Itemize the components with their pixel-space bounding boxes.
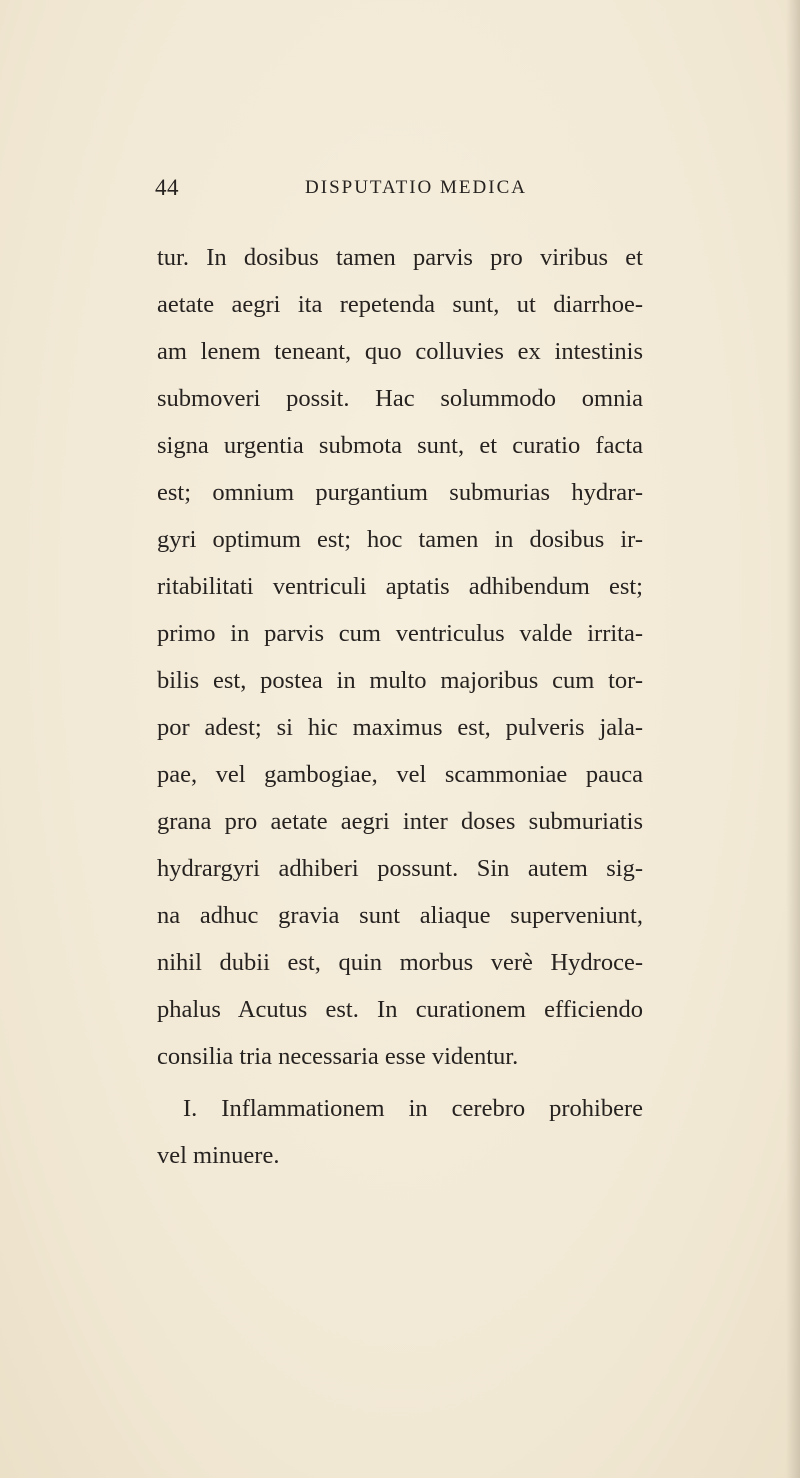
text-line: phalus Acutus est. In curationem efficiendo: [157, 996, 643, 1023]
text-line: submoveri possit. Hac solummodo omnia: [157, 385, 643, 412]
running-head-title: DISPUTATIO MEDICA: [305, 177, 527, 198]
text-line: bilis est, postea in multo majoribus cum tor-: [157, 667, 643, 694]
text-line: hydrargyri adhiberi possunt. Sin autem sig-: [157, 855, 643, 882]
body-paragraph: [157, 234, 643, 1080]
text-line: na adhuc gravia sunt aliaque superveniunt,: [157, 902, 643, 929]
text-line: grana pro aetate aegri inter doses submuriatis: [157, 808, 643, 835]
text-line: pae, vel gambogiae, vel scammoniae pauca: [157, 761, 643, 788]
page-number: 44: [155, 175, 179, 200]
section-heading-line: I. Inflammationem in cerebro prohibere: [183, 1095, 643, 1122]
text-line: est; omnium purgantium submurias hydrar-: [157, 479, 643, 506]
page-edge-shadow: [786, 0, 800, 1478]
running-head: [155, 175, 645, 205]
text-line: nihil dubii est, quin morbus verè Hydroce-: [157, 949, 643, 976]
text-line: por adest; si hic maximus est, pulveris jala-: [157, 714, 643, 741]
text-line: am lenem teneant, quo colluvies ex intestinis: [157, 338, 643, 365]
text-line: tur. In dosibus tamen parvis pro viribus et: [157, 244, 643, 271]
text-line: ritabilitati ventriculi aptatis adhibendum est;: [157, 573, 643, 600]
text-line: gyri optimum est; hoc tamen in dosibus ir-: [157, 526, 643, 553]
text-line: primo in parvis cum ventriculus valde irrita-: [157, 620, 643, 647]
text-line: signa urgentia submota sunt, et curatio facta: [157, 432, 643, 459]
text-line: aetate aegri ita repetenda sunt, ut diarrhoe-: [157, 291, 643, 318]
numbered-section: [157, 1085, 643, 1179]
section-heading-line: vel minuere.: [157, 1142, 280, 1169]
text-line: consilia tria necessaria esse videntur.: [157, 1043, 519, 1070]
